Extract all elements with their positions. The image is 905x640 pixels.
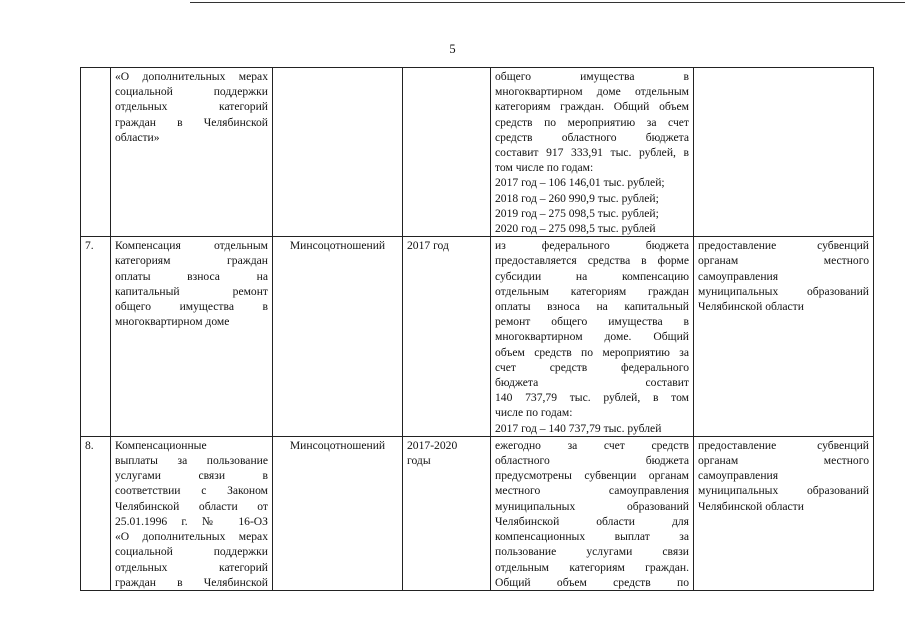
cell-text-line: предоставление субвенций <box>698 239 869 253</box>
cell-text-line: составит 917 333,91 тыс. рублей, в <box>495 146 689 160</box>
cell-text-line: средств по мероприятию за счет <box>495 115 689 129</box>
cell-text-line: социальной поддержки <box>115 85 268 99</box>
cell-text-line: предоставляется средства в форме <box>495 254 689 268</box>
cell-text-line: Челябинской области для <box>495 514 689 528</box>
cell-text-line: предусмотрены субвенции органам <box>495 469 689 483</box>
cell-text-line: социальной поддержки <box>115 545 268 559</box>
cell-text-line: предоставление субвенций <box>698 438 869 452</box>
cell-text-line: 2019 год – 275 098,5 тыс. рублей; <box>495 206 659 220</box>
cell-text-line: общего имущества в <box>495 70 689 83</box>
cell-description <box>491 436 694 590</box>
table-row <box>81 68 874 237</box>
cell-text-line: услугами связи в <box>115 469 268 483</box>
cell-text-line: органам местного <box>698 254 869 268</box>
cell-text-line: субсидии на компенсацию <box>495 269 689 283</box>
cell-text-line: Челябинской области <box>698 300 804 314</box>
cell-text-line: 2020 год – 275 098,5 тыс. рублей <box>495 222 656 236</box>
cell-text-line: годы <box>407 454 431 468</box>
cell-period <box>403 237 491 437</box>
table-body <box>81 68 874 591</box>
cell-text-line: 140 737,79 тыс. рублей, в том <box>495 391 689 405</box>
cell-text-line: самоуправления <box>698 469 779 483</box>
page-number: 5 <box>449 42 456 56</box>
cell-text-line: местного самоуправления <box>495 484 689 498</box>
cell-text-line: многоквартирном доме. Общий <box>495 330 689 344</box>
cell-text-line: многоквартирном доме отдельным <box>495 85 689 99</box>
cell-result <box>694 436 874 590</box>
cell-text-line: отдельным категориям граждан. <box>495 560 689 574</box>
cell-description <box>491 237 694 437</box>
cell-text-line: пользование услугами связи <box>495 545 689 559</box>
cell-number <box>81 68 111 237</box>
cell-text-line: 25.01.1996 г. № 16-ОЗ <box>115 514 268 528</box>
cell-measure-name <box>111 68 273 237</box>
cell-text-line: выплаты за пользование <box>115 454 268 468</box>
cell-text-line: Общий объем средств по <box>495 575 689 589</box>
table-row <box>81 436 874 590</box>
cell-measure-name <box>111 436 273 590</box>
cell-result <box>694 237 874 437</box>
cell-text-line: областного бюджета <box>495 454 689 468</box>
cell-executor: Минсоцотношений <box>273 237 403 437</box>
measures-table <box>80 67 874 591</box>
cell-text-line: 2017-2020 <box>407 438 458 452</box>
cell-text-line: том числе по годам: <box>495 161 594 175</box>
cell-text-line: Компенсация отдельным <box>115 239 268 253</box>
cell-executor <box>273 68 403 237</box>
cell-text-line: граждан в Челябинской <box>115 115 268 129</box>
cell-description <box>491 68 694 237</box>
cell-text-line: объем средств по мероприятию за <box>495 345 689 359</box>
cell-text-line: Челябинской области от <box>115 499 268 513</box>
cell-text-line: средств областного бюджета <box>495 130 689 144</box>
cell-text-line: отдельным категориям граждан <box>495 284 689 298</box>
cell-measure-name <box>111 237 273 437</box>
cell-text-line: самоуправления <box>698 269 779 283</box>
cell-text-line: «О дополнительных мерах <box>115 530 268 544</box>
cell-text-line: числе по годам: <box>495 406 573 420</box>
cell-text-line: общего имущества в <box>115 300 268 314</box>
cell-text-line: 2017 год <box>407 239 449 253</box>
cell-number: 8. <box>81 436 111 590</box>
cell-text-line: категориям граждан. Общий объем <box>495 100 689 114</box>
cell-text-line: компенсационных выплат за <box>495 530 689 544</box>
cell-text-line: 2018 год – 260 990,9 тыс. рублей; <box>495 191 659 205</box>
cell-text-line: Челябинской области <box>698 499 804 513</box>
cell-text-line: граждан в Челябинской <box>115 575 268 589</box>
cell-period <box>403 436 491 590</box>
cell-text-line: отдельных категорий <box>115 100 268 114</box>
cell-text-line: счет средств федерального <box>495 360 689 374</box>
cell-result <box>694 68 874 237</box>
cell-text-line: капитальный ремонт <box>115 284 268 298</box>
cell-text-line: Компенсационные <box>115 438 207 452</box>
cell-text-line: области» <box>115 130 160 144</box>
top-rule <box>190 2 905 3</box>
cell-text-line: муниципальных образований <box>698 284 869 298</box>
cell-text-line: «О дополнительных мерах <box>115 70 268 83</box>
cell-text-line: 2017 год – 140 737,79 тыс. рублей <box>495 421 662 435</box>
cell-text-line: муниципальных образований <box>698 484 869 498</box>
cell-text-line: оплаты взноса на капитальный <box>495 300 689 314</box>
table-row <box>81 237 874 437</box>
cell-number: 7. <box>81 237 111 437</box>
cell-text-line: соответствии с Законом <box>115 484 268 498</box>
cell-text-line: ежегодно за счет средств <box>495 438 689 452</box>
cell-text-line: ремонт общего имущества в <box>495 315 689 329</box>
cell-executor: Минсоцотношений <box>273 436 403 590</box>
cell-text-line: оплаты взноса на <box>115 269 268 283</box>
cell-text-line: органам местного <box>698 454 869 468</box>
cell-text-line: категориям граждан <box>115 254 268 268</box>
cell-text-line: из федерального бюджета <box>495 239 689 253</box>
cell-text-line: многоквартирном доме <box>115 315 230 329</box>
cell-text-line: бюджета составит <box>495 376 689 390</box>
cell-text-line: 2017 год – 106 146,01 тыс. рублей; <box>495 176 665 190</box>
cell-text-line: отдельных категорий <box>115 560 268 574</box>
cell-period <box>403 68 491 237</box>
cell-text-line: муниципальных образований <box>495 499 689 513</box>
